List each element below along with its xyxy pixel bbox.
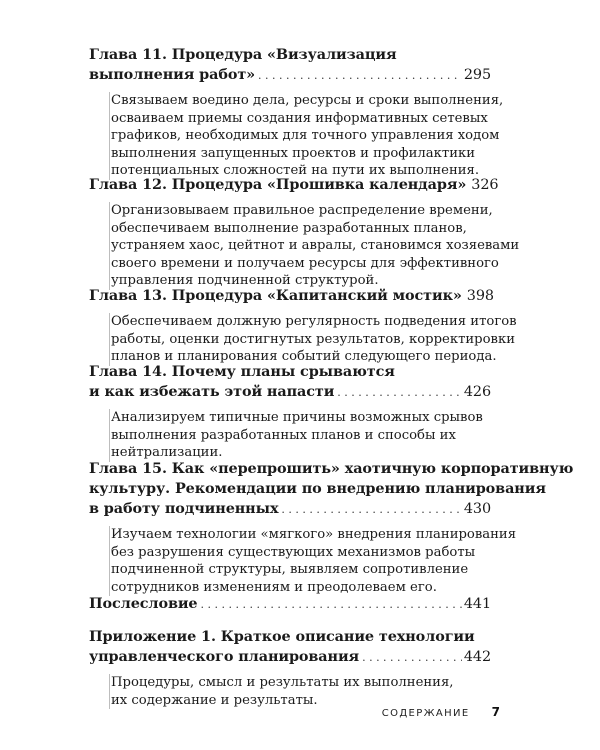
dot-leader (334, 382, 462, 403)
description-line: Связываем воедино дела, ресурсы и сроки выполнения, (111, 93, 504, 108)
toc-entry-chapter-15 (89, 459, 574, 596)
toc-entry-chapter-13 (89, 286, 517, 366)
description-line: Обеспечиваем должную регулярность подведения итогов (111, 314, 517, 329)
toc-entry-chapter-14 (89, 362, 491, 462)
title-line: Глава 14. Почему планы срываются (89, 363, 395, 380)
title-last-line (89, 499, 491, 520)
toc-entry-description (109, 409, 491, 462)
description-line: выполнения разработанных планов и способы их (111, 427, 456, 443)
title-last-line (89, 647, 491, 668)
toc-entry-title (89, 175, 499, 196)
page-number: 326 (471, 177, 499, 193)
folio-page-number: 7 (491, 705, 500, 719)
dot-leader (278, 499, 461, 520)
page-number: 441 (463, 596, 491, 612)
description-line: работы, оценки достигнутых результатов, корректировки (111, 331, 515, 347)
page-number: 398 (466, 288, 494, 304)
title-line: Приложение 1. Краткое описание технологии (89, 628, 475, 645)
title-last-line-text: управленческого планирования (89, 648, 360, 665)
toc-entry-description (109, 313, 517, 366)
toc-entry-description (109, 526, 517, 596)
toc-entry-title (89, 627, 491, 668)
description-line: планов и планирования событий следующего периода. (111, 349, 497, 365)
description-line: Изучаем технологии «мягкого» внедрения планирования (111, 527, 517, 542)
page-number: 426 (463, 384, 491, 400)
title-last-line-text: выполнения работ» (89, 66, 256, 83)
toc-entry-title (89, 459, 574, 520)
description-line: нейтрализации. (111, 445, 223, 461)
title-last-line-text: Послесловие (89, 595, 198, 612)
description-line: без разрушения существующих механизмов работы (111, 544, 476, 560)
toc-entry-title (89, 45, 491, 86)
running-footer-label: СОДЕРЖАНИЕ (381, 708, 470, 719)
description-line: осваиваем приемы создания информативных сетевых (111, 110, 488, 126)
page-footer (381, 705, 500, 719)
title-line: Глава 15. Как «перепрошить» хаотичную корпоративную (89, 460, 574, 477)
dot-leader (198, 594, 462, 615)
title-last-line (89, 382, 491, 403)
dot-leader (255, 65, 462, 86)
toc-entry-title (89, 594, 491, 615)
title-last-line-text: и как избежать этой напасти (89, 383, 335, 400)
title-last-line-text: Глава 13. Процедура «Капитанский мостик» (89, 287, 462, 304)
page-number: 295 (463, 67, 491, 83)
title-last-line-text: в работу подчиненных (89, 500, 279, 517)
title-last-line (89, 175, 499, 196)
description-line: подчиненной структуры, выявляем сопротивление (111, 562, 469, 578)
title-last-line (89, 65, 491, 86)
description-line: обеспечиваем выполнение разработанных планов, (111, 220, 467, 236)
toc-entry-chapter-11 (89, 45, 504, 180)
description-line: устраняем хаос, цейтнот и авралы, становимся хозяевами (111, 238, 520, 254)
title-last-line (89, 286, 494, 307)
toc-entry-description (109, 92, 504, 180)
page-number: 442 (463, 649, 491, 665)
dot-leader (359, 647, 462, 668)
title-line: культуру. Рекомендации по внедрению планирования (89, 480, 546, 497)
title-last-line-text: Глава 12. Процедура «Прошивка календаря» (89, 176, 467, 193)
description-line: своего времени и получаем ресурсы для эффективного (111, 255, 499, 271)
description-line: Процедуры, смысл и результаты их выполнения, (111, 675, 454, 690)
toc-entry-description (109, 202, 520, 290)
toc-entry-description (109, 674, 491, 709)
description-line: сотрудников изменениям и преодолеваем его. (111, 579, 437, 595)
title-line: Глава 11. Процедура «Визуализация (89, 46, 397, 63)
toc-entry-chapter-12 (89, 175, 520, 290)
description-line: выполнения запущенных проектов и профилактики (111, 145, 476, 161)
toc-entry-appendix-1 (89, 627, 491, 709)
toc-entry-title (89, 362, 491, 403)
description-line: графиков, необходимых для точного управления ходом (111, 128, 500, 144)
description-line: управления подчиненной структурой. (111, 273, 379, 289)
description-line: Организовываем правильное распределение времени, (111, 203, 493, 218)
title-last-line (89, 594, 491, 615)
description-line: их содержание и результаты. (111, 692, 318, 708)
toc-entry-afterword (89, 594, 491, 615)
page-number: 430 (463, 501, 491, 517)
toc-entry-title (89, 286, 494, 307)
description-line: Анализируем типичные причины возможных срывов (111, 410, 483, 425)
description-line: потенциальных сложностей на пути их выполнения. (111, 163, 480, 179)
